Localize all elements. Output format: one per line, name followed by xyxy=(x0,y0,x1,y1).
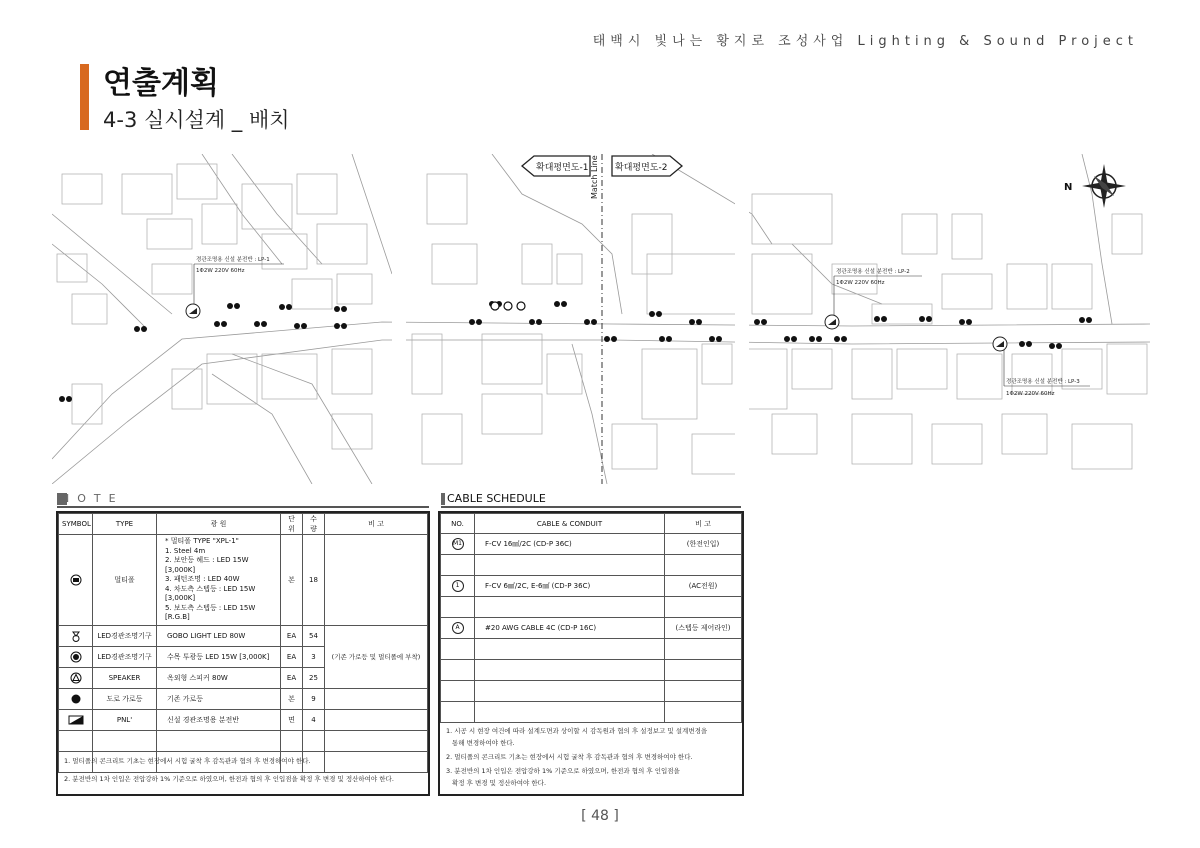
svg-text:1Φ2W 220V 60Hz: 1Φ2W 220V 60Hz xyxy=(836,280,885,286)
title-accent-bar xyxy=(80,64,89,130)
note-header-type: TYPE xyxy=(93,514,157,535)
note-table-panel xyxy=(56,511,430,796)
panel-lp1-label xyxy=(186,255,284,318)
arrow-left-label: 확대평면도-1 xyxy=(536,163,589,173)
note-table: SYMBOL TYPE 광 원 단 위 수 량 비 고 멀티폴 * 멀티폴 TYPE "XPL-1" 1. Steel 4m 2. 보안등 헤드 : LED 15W [3,000K] 3. 패턴조명 : LED 40W 4. 차도측 스텝등 : LED 15W [3,000K] 5. 보도측 스텝등 : LED 15W [R.G.B] 본 18 LED경관조명기구 GOBO LIGHT LED 80W EA 54 (기존 가로등 및 멀티폴에 부착) LED경관조명기구 수목 투광등 LED 15W [3,000K] EA 3 SPEAKER 옥외형 스피커 80W EA 25 도로 가로등 기존 가로등 본 9 PNL' 신설 경관조명용 분전반 면 4 xyxy=(58,513,428,773)
cable-table: NO. CABLE & CONDUIT 비 고 M1 F-CV 16㎟/2C (CD-P 36C) (한전인입) 1 F-CV 6㎟/2C, E-6㎟ (CD-P 36C) (AC전원) A #20 AWG CABLE 4C (CD-P 16C) (스텝등 제어라인) xyxy=(440,513,742,723)
compass-icon xyxy=(1064,164,1126,208)
note-header-remark: 비 고 xyxy=(325,514,428,535)
uplight-symbol-icon xyxy=(70,651,82,663)
page-title: 연출계획 xyxy=(103,66,219,101)
cable-header-cable: CABLE & CONDUIT xyxy=(475,514,665,534)
page-number: [ 48 ] xyxy=(581,808,619,824)
arrow-right-label: 확대평면도-2 xyxy=(615,163,668,173)
table-row: A xyxy=(441,618,475,639)
page-subtitle: 4-3 실시설계 _ 배치 xyxy=(103,108,290,132)
note-header-qty: 수 량 xyxy=(303,514,325,535)
table-row xyxy=(59,709,93,730)
svg-text:1Φ2W 220V 60Hz: 1Φ2W 220V 60Hz xyxy=(1006,391,1055,397)
svg-text:경관조명용 신설 분전반 : LP-2: 경관조명용 신설 분전반 : LP-2 xyxy=(836,269,910,275)
table-row xyxy=(59,625,93,646)
speaker-symbol-icon xyxy=(70,672,82,684)
table-row xyxy=(59,667,93,688)
note-header-unit: 단 위 xyxy=(281,514,303,535)
table-row xyxy=(59,535,93,626)
cable-table-panel xyxy=(438,511,744,796)
table-row xyxy=(59,646,93,667)
svg-text:N: N xyxy=(1064,182,1073,193)
fixture-markers xyxy=(59,301,1092,402)
note-header-source: 광 원 xyxy=(157,514,281,535)
arrow-right-sign xyxy=(612,156,682,176)
note-remark: (기존 가로등 및 멀티폴에 부착) xyxy=(325,625,428,688)
table-row: 1 xyxy=(441,576,475,597)
table-row xyxy=(59,688,93,709)
cable-header-no: NO. xyxy=(441,514,475,534)
panel-lp2-label xyxy=(825,267,922,329)
streetlight-symbol-icon xyxy=(70,693,82,705)
note-header-symbol: SYMBOL xyxy=(59,514,93,535)
panel-lp3-label xyxy=(993,337,1090,397)
cable-header-remark: 비 고 xyxy=(665,514,742,534)
note-section-title: NOTE xyxy=(57,492,429,508)
gobo-symbol-icon xyxy=(71,630,81,642)
svg-text:1Φ2W 220V 60Hz: 1Φ2W 220V 60Hz xyxy=(196,268,245,274)
cable-footnotes: 1. 시공 시 현장 여건에 따라 설계도면과 상이할 시 감독원과 협의 후 설정보고 및 설계변경을 통해 변경하여야 한다. 2. 멀티폴의 콘크리트 기초는 현장에서 시험 굴착 후 감독관과 협의 후 변경하여야 한다. 3. 분전반의 1차 인입은 전압강하 1% 기준으로 하였으며, 한전과 협의 후 인입점을 확정 후 변경 및 정산하여야 한다. xyxy=(446,727,708,787)
svg-text:경관조명용 신설 분전반 : LP-3: 경관조명용 신설 분전반 : LP-3 xyxy=(1006,379,1080,385)
table-row: M1 xyxy=(441,534,475,555)
multipole-symbol-icon xyxy=(70,574,82,586)
project-header: 태백시 빛나는 황지로 조성사업 Lighting & Sound Project xyxy=(592,34,1138,49)
cable-section-title: CABLE SCHEDULE xyxy=(441,492,741,508)
arrow-left-sign xyxy=(522,156,590,176)
panel-symbol-icon xyxy=(68,715,84,725)
match-line-label: Match Line xyxy=(590,155,599,199)
svg-text:경관조명용 신설 분전반 : LP-1: 경관조명용 신설 분전반 : LP-1 xyxy=(196,257,270,263)
note-footnotes: 1. 멀티폴의 콘크리트 기초는 현장에서 시험 굴착 후 감독관과 협의 후 변경하여야 한다. 2. 분전반의 1차 인입은 전압강하 1% 기준으로 하였으며, 한전과 협의 후 인입점을 확정 후 변경 및 정산하여야 한다. xyxy=(64,757,394,783)
site-plan-map xyxy=(52,154,1150,484)
